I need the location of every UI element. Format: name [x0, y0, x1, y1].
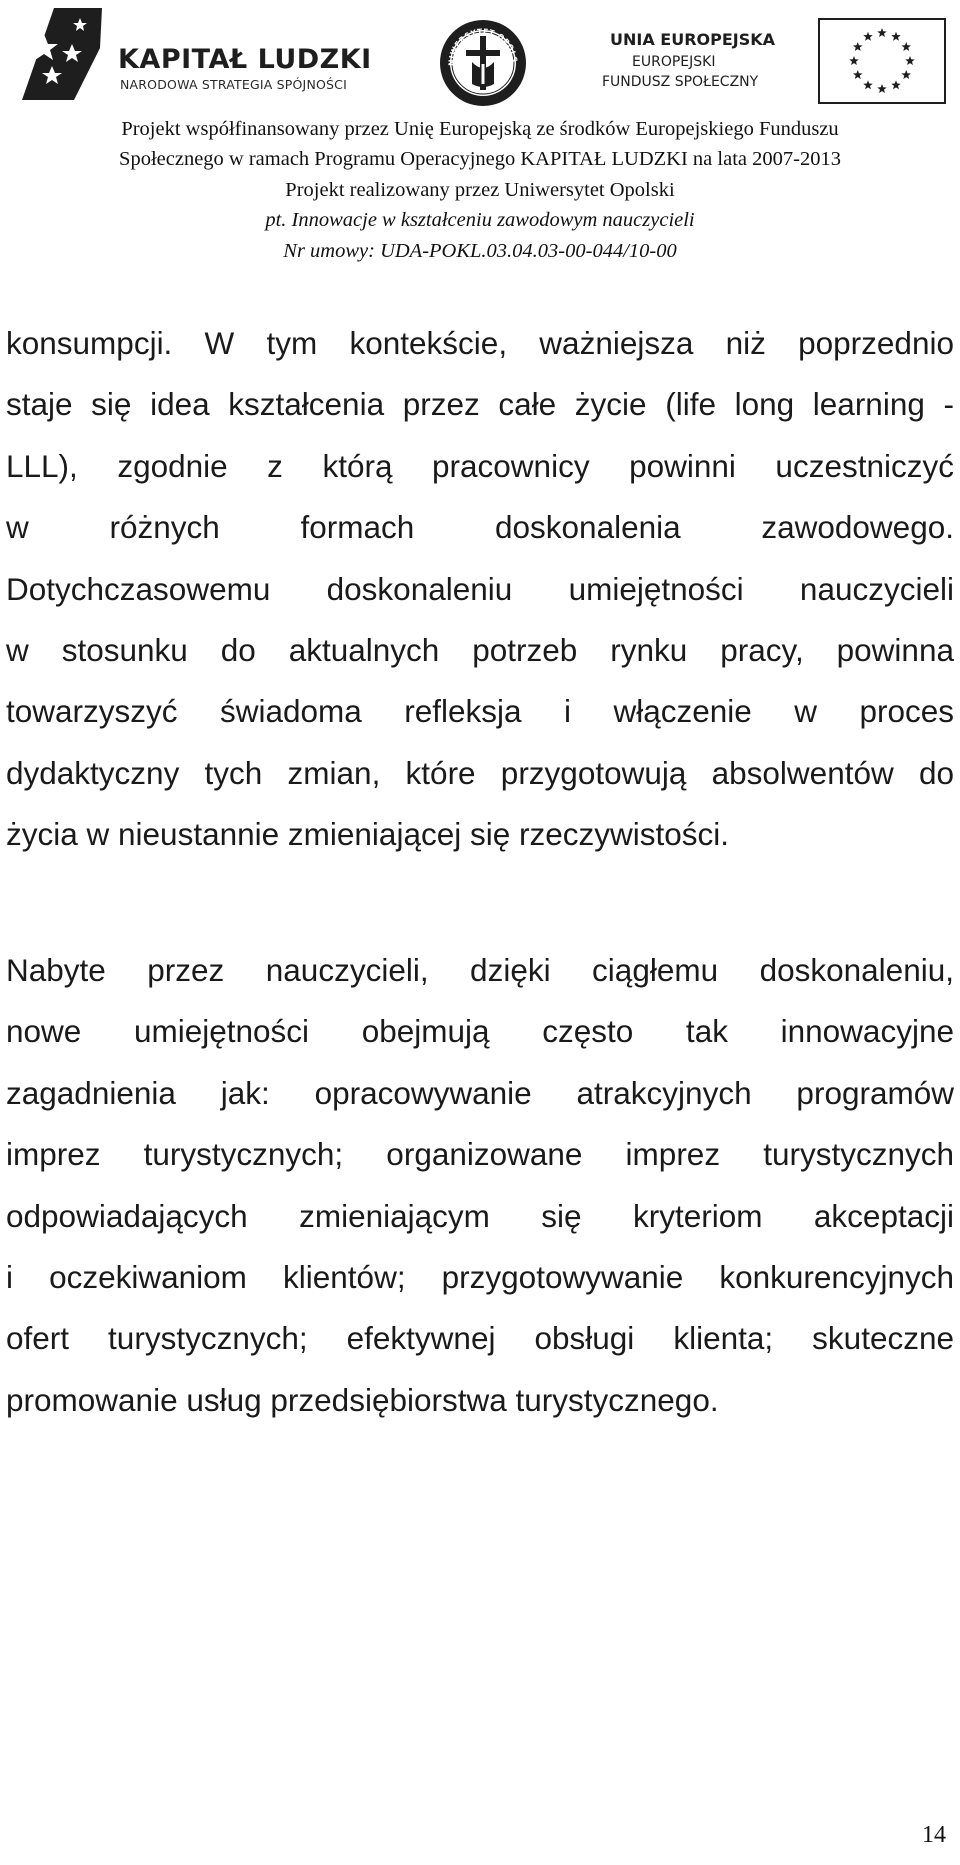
- kapital-ludzki-emblem-icon: [14, 4, 106, 104]
- project-line-1: Projekt współfinansowany przez Unię Europejską ze środków Europejskiego Funduszu: [121, 118, 839, 140]
- paragraph-1: [6, 313, 954, 866]
- paragraph-2: [6, 940, 954, 1431]
- paragraph-1-line: konsumpcji. W tym kontekście, ważniejsza niż poprzednio: [6, 325, 954, 361]
- paragraph-1-line: w różnych formach doskonalenia zawodowego.: [6, 509, 954, 546]
- paragraph-1-line: LLL), zgodnie z którą pracownicy powinni uczestniczyć: [6, 447, 954, 484]
- paragraph-2-line: ofert turystycznych; efektywnej obsługi klienta; skuteczne: [6, 1320, 954, 1357]
- university-seal-icon: [438, 18, 528, 108]
- header-logos: [0, 0, 960, 118]
- university-seal: [438, 18, 528, 108]
- project-line-3: Projekt realizowany przez Uniwersytet Opolski: [285, 178, 675, 201]
- eu-line-2: EUROPEJSKI: [632, 54, 716, 70]
- paragraph-1-line: życia w nieustannie zmieniającej się rzeczywistości.: [6, 816, 730, 853]
- paragraph-1-line: towarzyszyć świadoma refleksja i włączenie w proces: [6, 693, 954, 730]
- eu-social-fund-logo: [600, 18, 950, 102]
- paragraph-2-line: promowanie usług przedsiębiorstwa turystycznego.: [6, 1381, 719, 1418]
- paragraph-2-line: imprez turystycznych; organizowane imprez turystycznych: [6, 1136, 954, 1173]
- eu-line-3: FUNDUSZ SPOŁECZNY: [602, 74, 759, 90]
- paragraph-2-line: Nabyte przez nauczycieli, dzięki ciągłemu doskonaleniu,: [6, 952, 954, 988]
- eu-flag-icon: [818, 18, 946, 104]
- paragraph-1-line: dydaktyczny tych zmian, które przygotowują absolwentów do: [6, 754, 954, 791]
- kapital-ludzki-subtitle: NARODOWA STRATEGIA SPÓJNOŚCI: [120, 77, 347, 92]
- kapital-ludzki-title: KAPITAŁ LUDZKI: [118, 44, 372, 75]
- project-line-5: Nr umowy: UDA-POKL.03.04.03-00-044/10-00: [283, 239, 677, 262]
- paragraph-1-line: w stosunku do aktualnych potrzeb rynku pracy, powinna: [6, 631, 954, 668]
- project-line-4: pt. Innowacje w kształceniu zawodowym nauczycieli: [265, 209, 695, 232]
- paragraph-2-line: i oczekiwaniom klientów; przygotowywanie konkurencyjnych: [6, 1258, 954, 1295]
- svg-text:UNIWERSYTET OPOLSKI: NIWERSYTET OPOLS: [446, 26, 520, 66]
- paragraph-2-line: zagadnienia jak: opracowywanie atrakcyjnych programów: [6, 1074, 954, 1111]
- paragraph-2-line: odpowiadających zmieniającym się kryteriom akceptacji: [6, 1197, 954, 1234]
- paragraph-1-line: Dotychczasowemu doskonaleniu umiejętności nauczycieli: [6, 570, 954, 607]
- paragraph-2-line: nowe umiejętności obejmują często tak innowacyjne: [6, 1013, 954, 1050]
- paragraph-1-line: staje się idea kształcenia przez całe życie (life long learning -: [6, 386, 954, 423]
- kapital-ludzki-logo: [14, 4, 374, 104]
- project-line-2: Społecznego w ramach Programu Operacyjnego KAPITAŁ LUDZKI na lata 2007-2013: [119, 148, 841, 171]
- project-header: [0, 114, 960, 266]
- page-number: 14: [922, 1822, 946, 1848]
- eu-line-1: UNIA EUROPEJSKA: [610, 30, 776, 49]
